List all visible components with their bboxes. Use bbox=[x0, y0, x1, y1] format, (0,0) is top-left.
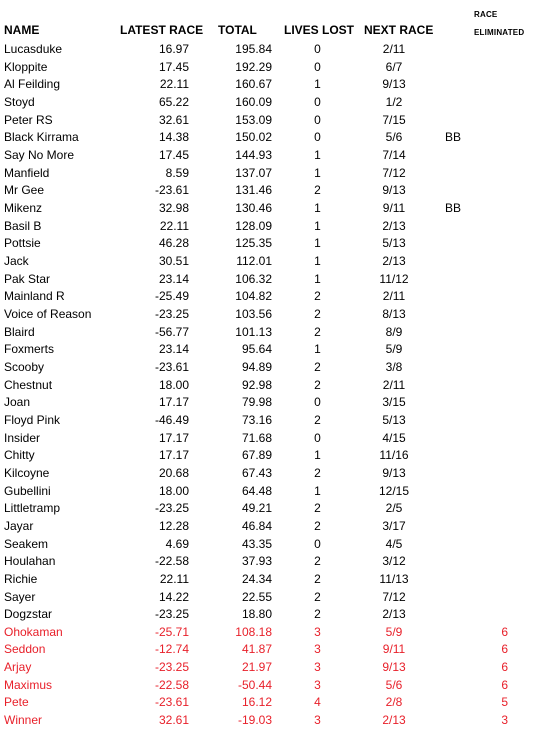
row-total: 21.97 bbox=[241, 660, 272, 675]
row-lives-lost: 1 bbox=[314, 483, 321, 498]
row-next-race: 5/9 bbox=[385, 624, 403, 639]
row-lives-lost: 3 bbox=[314, 624, 321, 639]
row-latest-race: -56.77 bbox=[154, 324, 189, 339]
row-latest-race: 17.45 bbox=[158, 59, 189, 74]
row-lives-lost: 1 bbox=[314, 77, 321, 92]
row-latest-race: 32.61 bbox=[158, 713, 189, 728]
row-total: 94.89 bbox=[241, 359, 272, 374]
row-lives-lost: 1 bbox=[314, 200, 321, 215]
row-name: Foxmerts bbox=[4, 342, 55, 357]
row-latest-race: -12.74 bbox=[154, 642, 189, 657]
row-next-race: 4/5 bbox=[385, 536, 403, 551]
row-latest-race: 18.00 bbox=[158, 377, 189, 392]
row-lives-lost: 0 bbox=[314, 112, 321, 127]
row-latest-race: -23.61 bbox=[154, 695, 189, 710]
row-next-race: 7/14 bbox=[382, 148, 406, 162]
row-total: 95.64 bbox=[241, 342, 272, 357]
row-next-race: 2/13 bbox=[382, 607, 406, 622]
row-next-race: 9/13 bbox=[382, 660, 406, 675]
header-name: NAME bbox=[4, 23, 40, 37]
row-lives-lost: 2 bbox=[314, 183, 321, 198]
row-latest-race: -23.61 bbox=[154, 359, 189, 374]
row-lives-lost: 1 bbox=[314, 342, 321, 357]
row-total: 101.13 bbox=[235, 324, 272, 339]
table-row bbox=[0, 93, 537, 111]
row-name: Manfield bbox=[4, 165, 50, 180]
row-latest-race: 17.17 bbox=[158, 448, 189, 463]
row-next-race: 1/2 bbox=[385, 95, 403, 109]
row-total: 104.82 bbox=[235, 289, 272, 304]
table-row bbox=[0, 446, 537, 464]
row-next-race: 3/8 bbox=[385, 359, 403, 374]
row-total: 64.48 bbox=[241, 483, 272, 498]
row-lives-lost: 3 bbox=[314, 677, 321, 692]
row-total: 144.93 bbox=[235, 148, 272, 162]
row-lives-lost: 1 bbox=[314, 218, 321, 233]
row-latest-race: -46.49 bbox=[154, 412, 189, 427]
row-name: Pak Star bbox=[4, 271, 51, 286]
row-next-race: 3/15 bbox=[382, 395, 406, 410]
row-lives-lost: 0 bbox=[314, 59, 321, 74]
row-latest-race: 18.00 bbox=[158, 483, 189, 498]
row-lives-lost: 2 bbox=[314, 501, 321, 516]
row-name: Houlahan bbox=[4, 554, 56, 569]
row-name: Ohokaman bbox=[4, 624, 63, 639]
row-total: 192.29 bbox=[235, 59, 272, 74]
row-lives-lost: 2 bbox=[314, 359, 321, 374]
row-latest-race: 4.69 bbox=[165, 536, 189, 551]
row-latest-race: 17.45 bbox=[158, 148, 189, 162]
row-lives-lost: 0 bbox=[314, 95, 321, 109]
row-next-race: 2/8 bbox=[385, 695, 403, 710]
row-next-race: 2/13 bbox=[382, 713, 406, 728]
row-total: 150.02 bbox=[235, 130, 272, 145]
row-next-race: 11/12 bbox=[379, 271, 409, 286]
row-total: 67.89 bbox=[241, 448, 272, 463]
row-total: 160.09 bbox=[235, 95, 272, 109]
row-next-race: 3/17 bbox=[382, 518, 406, 533]
row-total: 153.09 bbox=[235, 112, 272, 127]
row-latest-race: 16.97 bbox=[158, 42, 189, 56]
row-lives-lost: 1 bbox=[314, 148, 321, 162]
row-total: 160.67 bbox=[235, 77, 272, 92]
row-lives-lost: 2 bbox=[314, 571, 321, 586]
table-row bbox=[0, 323, 537, 341]
row-name: Winner bbox=[4, 713, 43, 728]
row-lives-lost: 3 bbox=[314, 713, 321, 728]
row-name: Seakem bbox=[4, 536, 49, 551]
row-next-race: 5/6 bbox=[385, 130, 403, 145]
row-next-race: 9/13 bbox=[382, 465, 406, 480]
row-total: 130.46 bbox=[235, 200, 272, 215]
row-next-race: 5/6 bbox=[385, 677, 403, 692]
row-lives-lost: 2 bbox=[314, 306, 321, 321]
row-name: Littletramp bbox=[4, 501, 61, 516]
row-total: 41.87 bbox=[241, 642, 272, 657]
row-next-race: 2/11 bbox=[382, 42, 406, 56]
row-lives-lost: 1 bbox=[314, 448, 321, 463]
row-latest-race: -25.71 bbox=[154, 624, 189, 639]
row-name: Mr Gee bbox=[4, 183, 45, 198]
row-next-race: 7/15 bbox=[382, 112, 406, 127]
table-row bbox=[0, 676, 537, 694]
row-total: 22.55 bbox=[241, 589, 272, 604]
row-lives-lost: 3 bbox=[314, 660, 321, 675]
row-name: Chestnut bbox=[4, 377, 53, 392]
table-row bbox=[0, 340, 537, 358]
row-latest-race: 22.11 bbox=[159, 218, 189, 233]
table-row bbox=[0, 517, 537, 535]
table-row bbox=[0, 252, 537, 270]
table-row bbox=[0, 623, 537, 641]
row-name: Stoyd bbox=[4, 95, 35, 109]
row-next-race: 5/13 bbox=[382, 412, 406, 427]
row-next-race: 9/13 bbox=[382, 183, 406, 198]
table-row bbox=[0, 693, 537, 711]
table-row bbox=[0, 217, 537, 235]
header-race-eliminated-line2: ELIMINATED bbox=[474, 28, 525, 37]
table-row bbox=[0, 58, 537, 76]
row-latest-race: -23.25 bbox=[154, 660, 189, 675]
row-name: Scooby bbox=[4, 359, 45, 374]
table-row bbox=[0, 393, 537, 411]
table-row bbox=[0, 570, 537, 588]
row-next-race: 7/12 bbox=[382, 165, 406, 180]
row-next-race: 2/11 bbox=[382, 289, 406, 304]
table-row bbox=[0, 234, 537, 252]
table-row bbox=[0, 376, 537, 394]
row-lives-lost: 3 bbox=[314, 642, 321, 657]
row-name: Black Kirrama bbox=[4, 130, 79, 145]
row-race-eliminated: 6 bbox=[501, 660, 508, 675]
row-latest-race: -22.58 bbox=[154, 554, 189, 569]
row-total: -50.44 bbox=[237, 677, 272, 692]
row-lives-lost: 1 bbox=[314, 271, 321, 286]
row-name: Richie bbox=[4, 571, 38, 586]
row-total: 106.32 bbox=[235, 271, 272, 286]
row-next-race: 2/13 bbox=[382, 218, 406, 233]
table-row bbox=[0, 164, 537, 182]
row-latest-race: 22.11 bbox=[159, 571, 189, 586]
row-next-race: 9/11 bbox=[382, 200, 406, 215]
row-latest-race: 32.61 bbox=[158, 112, 189, 127]
row-next-race: 9/11 bbox=[382, 642, 406, 657]
row-name: Floyd Pink bbox=[4, 412, 61, 427]
table-row bbox=[0, 411, 537, 429]
row-next-race: 9/13 bbox=[382, 77, 406, 92]
row-lives-lost: 1 bbox=[314, 253, 321, 268]
row-name: Say No More bbox=[4, 148, 75, 162]
row-lives-lost: 2 bbox=[314, 607, 321, 622]
row-name: Chitty bbox=[4, 448, 35, 463]
row-name: Sayer bbox=[4, 589, 36, 604]
header-lives-lost: LIVES LOST bbox=[284, 23, 355, 37]
row-next-race: 7/12 bbox=[382, 589, 406, 604]
row-lives-lost: 0 bbox=[314, 430, 321, 445]
row-name: Pottsie bbox=[4, 236, 41, 251]
row-total: 37.93 bbox=[241, 554, 272, 569]
row-latest-race: 30.51 bbox=[158, 253, 189, 268]
row-latest-race: 65.22 bbox=[158, 95, 189, 109]
row-race-eliminated: 3 bbox=[501, 713, 508, 728]
header-next-race: NEXT RACE bbox=[364, 23, 434, 37]
table-row bbox=[0, 75, 537, 93]
row-next-race: 5/13 bbox=[382, 236, 406, 251]
row-lives-lost: 2 bbox=[314, 324, 321, 339]
row-total: 137.07 bbox=[235, 165, 272, 180]
row-race-eliminated: 6 bbox=[501, 642, 508, 657]
row-name: Mikenz bbox=[4, 200, 43, 215]
row-total: 18.80 bbox=[241, 607, 272, 622]
row-next-race: 2/13 bbox=[382, 253, 406, 268]
row-race-eliminated: 6 bbox=[501, 677, 508, 692]
row-total: 73.16 bbox=[241, 412, 272, 427]
row-lives-lost: 0 bbox=[314, 395, 321, 410]
row-next-race: 2/11 bbox=[382, 377, 406, 392]
header-latest-race: LATEST RACE bbox=[120, 23, 204, 37]
row-total: 67.43 bbox=[241, 465, 272, 480]
row-next-race: 6/7 bbox=[385, 59, 403, 74]
row-total: 16.12 bbox=[241, 695, 272, 710]
row-total: 92.98 bbox=[241, 377, 272, 392]
row-total: 125.35 bbox=[235, 236, 272, 251]
row-latest-race: 32.98 bbox=[158, 200, 189, 215]
row-latest-race: -23.25 bbox=[154, 306, 189, 321]
table-row bbox=[0, 552, 537, 570]
table-row bbox=[0, 111, 537, 129]
row-latest-race: 17.17 bbox=[158, 395, 189, 410]
table-row bbox=[0, 40, 537, 58]
row-total: 195.84 bbox=[235, 42, 272, 56]
row-name: Lucasduke bbox=[4, 42, 63, 56]
row-total: 24.34 bbox=[241, 571, 272, 586]
row-latest-race: 20.68 bbox=[158, 465, 189, 480]
row-note: BB bbox=[445, 200, 462, 215]
row-latest-race: 14.38 bbox=[158, 130, 189, 145]
table-row bbox=[0, 658, 537, 676]
row-latest-race: 22.11 bbox=[159, 77, 189, 92]
row-total: 103.56 bbox=[235, 306, 272, 321]
row-total: 112.01 bbox=[236, 253, 272, 268]
table-row bbox=[0, 181, 537, 199]
row-name: Gubellini bbox=[4, 483, 51, 498]
row-total: 46.84 bbox=[241, 518, 272, 533]
row-next-race: 8/9 bbox=[385, 324, 403, 339]
header-total: TOTAL bbox=[218, 23, 257, 37]
row-latest-race: 8.59 bbox=[165, 165, 189, 180]
row-name: Arjay bbox=[4, 660, 32, 675]
row-name: Jack bbox=[4, 253, 29, 268]
row-next-race: 12/15 bbox=[378, 483, 410, 498]
row-race-eliminated: 5 bbox=[501, 695, 508, 710]
row-lives-lost: 2 bbox=[314, 554, 321, 569]
row-total: -19.03 bbox=[237, 713, 272, 728]
table-row bbox=[0, 588, 537, 606]
table-row bbox=[0, 287, 537, 305]
row-next-race: 5/9 bbox=[385, 342, 403, 357]
table-row bbox=[0, 429, 537, 447]
row-total: 79.98 bbox=[241, 395, 272, 410]
table-row bbox=[0, 199, 537, 217]
table-row bbox=[0, 128, 537, 146]
table-row bbox=[0, 146, 537, 164]
table-row bbox=[0, 270, 537, 288]
row-latest-race: -23.61 bbox=[154, 183, 189, 198]
row-next-race: 8/13 bbox=[382, 306, 406, 321]
table-row bbox=[0, 535, 537, 553]
row-total: 49.21 bbox=[241, 501, 272, 516]
row-name: Basil B bbox=[4, 218, 42, 233]
table-row bbox=[0, 605, 537, 623]
table-row bbox=[0, 499, 537, 517]
row-latest-race: -23.25 bbox=[154, 607, 189, 622]
row-race-eliminated: 6 bbox=[501, 624, 508, 639]
row-lives-lost: 2 bbox=[314, 377, 321, 392]
row-total: 131.46 bbox=[235, 183, 272, 198]
row-lives-lost: 2 bbox=[314, 589, 321, 604]
row-name: Maximus bbox=[4, 677, 53, 692]
row-latest-race: 12.28 bbox=[158, 518, 189, 533]
table-row bbox=[0, 640, 537, 658]
row-next-race: 11/13 bbox=[379, 571, 409, 586]
row-lives-lost: 2 bbox=[314, 289, 321, 304]
row-lives-lost: 2 bbox=[314, 412, 321, 427]
row-name: Seddon bbox=[4, 642, 46, 657]
row-name: Kilcoyne bbox=[4, 465, 50, 480]
table-row bbox=[0, 482, 537, 500]
row-name: Pete bbox=[4, 695, 29, 710]
row-name: Blaird bbox=[4, 324, 35, 339]
header-race-eliminated-line1: RACE bbox=[474, 10, 498, 19]
table-row bbox=[0, 464, 537, 482]
row-next-race: 3/12 bbox=[382, 554, 406, 569]
table-row bbox=[0, 711, 537, 729]
row-latest-race: -22.58 bbox=[154, 677, 189, 692]
row-lives-lost: 0 bbox=[314, 130, 321, 145]
row-name: Voice of Reason bbox=[4, 306, 92, 321]
row-total: 128.09 bbox=[235, 218, 272, 233]
row-latest-race: -25.49 bbox=[154, 289, 189, 304]
row-latest-race: 23.14 bbox=[158, 342, 189, 357]
row-name: Jayar bbox=[4, 518, 34, 533]
row-name: Mainland R bbox=[4, 289, 65, 304]
row-latest-race: 14.22 bbox=[158, 589, 189, 604]
table-row bbox=[0, 305, 537, 323]
row-total: 108.18 bbox=[235, 624, 272, 639]
row-latest-race: -23.25 bbox=[154, 501, 189, 516]
row-lives-lost: 2 bbox=[314, 518, 321, 533]
row-total: 43.35 bbox=[241, 536, 272, 551]
row-lives-lost: 0 bbox=[314, 42, 321, 56]
row-note: BB bbox=[445, 130, 462, 145]
row-lives-lost: 4 bbox=[314, 695, 321, 710]
row-lives-lost: 2 bbox=[314, 465, 321, 480]
row-lives-lost: 0 bbox=[314, 536, 321, 551]
row-name: Al Feilding bbox=[4, 77, 61, 92]
row-latest-race: 17.17 bbox=[158, 430, 189, 445]
row-name: Kloppite bbox=[4, 59, 48, 74]
row-next-race: 11/16 bbox=[379, 448, 409, 463]
row-latest-race: 46.28 bbox=[158, 236, 189, 251]
row-name: Peter RS bbox=[4, 112, 53, 127]
row-lives-lost: 1 bbox=[314, 236, 321, 251]
row-name: Dogzstar bbox=[4, 607, 53, 622]
row-name: Joan bbox=[4, 395, 31, 410]
row-total: 71.68 bbox=[241, 430, 272, 445]
row-name: Insider bbox=[4, 430, 41, 445]
row-lives-lost: 1 bbox=[314, 165, 321, 180]
table-row bbox=[0, 358, 537, 376]
row-next-race: 2/5 bbox=[385, 501, 403, 516]
row-next-race: 4/15 bbox=[382, 430, 406, 445]
row-latest-race: 23.14 bbox=[158, 271, 189, 286]
